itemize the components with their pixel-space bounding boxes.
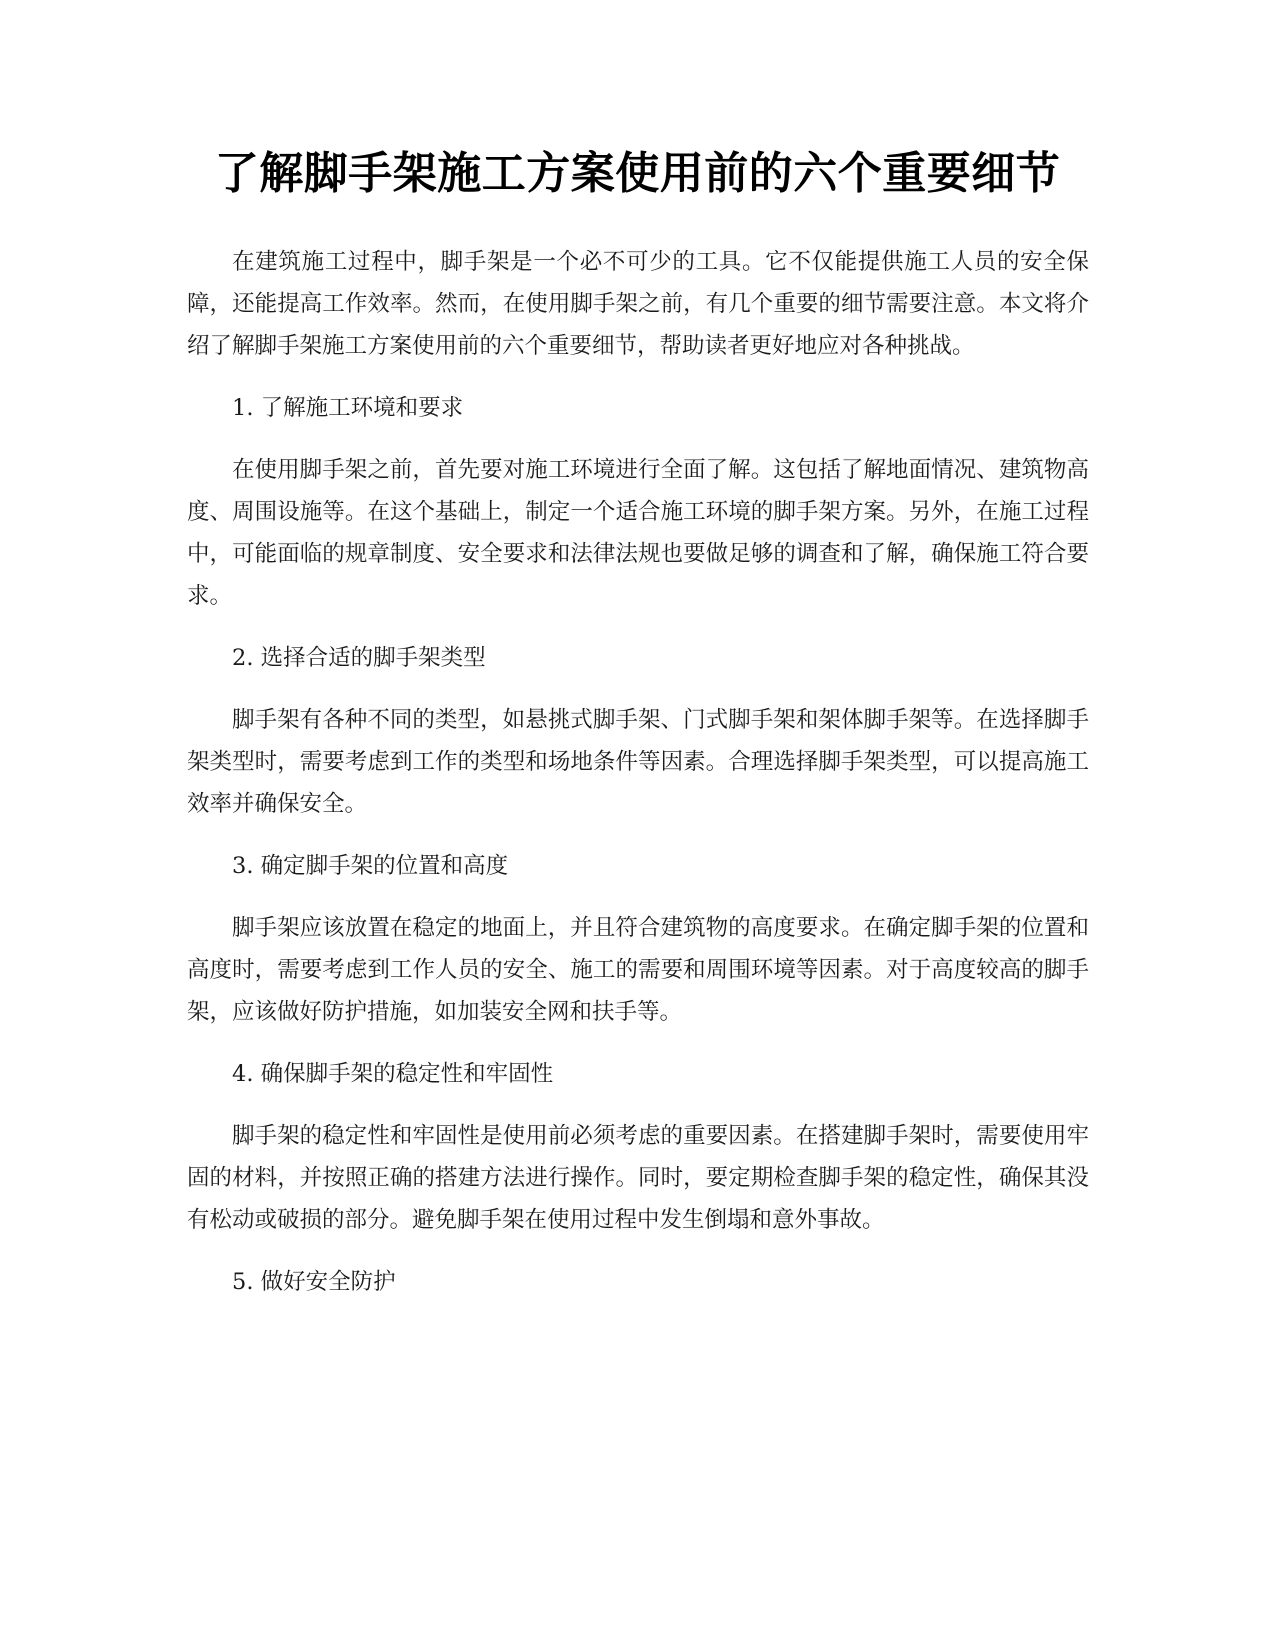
section-heading-4: 4. 确保脚手架的稳定性和牢固性 [232, 1061, 554, 1087]
section-body-4: 脚手架的稳定性和牢固性是使用前必须考虑的重要因素。在搭建脚手架时，需要使用牢固的材料，并按照正确的搭建方法进行操作。同时，要定期检查脚手架的稳定性，确保其没有松动或破损的部分。避免脚手架在使用过程中发生倒塌和意外事故。 [187, 1123, 1089, 1233]
document-title: 了解脚手架施工方案使用前的六个重要细节 [214, 148, 1061, 199]
section-body-1: 在使用脚手架之前，首先要对施工环境进行全面了解。这包括了解地面情况、建筑物高度、周围设施等。在这个基础上，制定一个适合施工环境的脚手架方案。另外，在施工过程中，可能面临的规章制度、安全要求和法律法规也要做足够的调查和了解，确保施工符合要求。 [187, 457, 1089, 609]
section-heading-2: 2. 选择合适的脚手架类型 [232, 645, 486, 671]
section-heading-1: 1. 了解施工环境和要求 [232, 395, 464, 421]
intro-paragraph: 在建筑施工过程中，脚手架是一个必不可少的工具。它不仅能提供施工人员的安全保障，还能提高工作效率。然而，在使用脚手架之前，有几个重要的细节需要注意。本文将介绍了解脚手架施工方案使用前的六个重要细节，帮助读者更好地应对各种挑战。 [187, 249, 1089, 359]
section-heading-3: 3. 确定脚手架的位置和高度 [232, 853, 509, 879]
section-body-2: 脚手架有各种不同的类型，如悬挑式脚手架、门式脚手架和架体脚手架等。在选择脚手架类型时，需要考虑到工作的类型和场地条件等因素。合理选择脚手架类型，可以提高施工效率并确保安全。 [187, 707, 1089, 817]
section-body-3: 脚手架应该放置在稳定的地面上，并且符合建筑物的高度要求。在确定脚手架的位置和高度时，需要考虑到工作人员的安全、施工的需要和周围环境等因素。对于高度较高的脚手架，应该做好防护措施，如加装安全网和扶手等。 [187, 915, 1089, 1025]
section-heading-5: 5. 做好安全防护 [232, 1269, 396, 1295]
document-body [187, 241, 1089, 1323]
